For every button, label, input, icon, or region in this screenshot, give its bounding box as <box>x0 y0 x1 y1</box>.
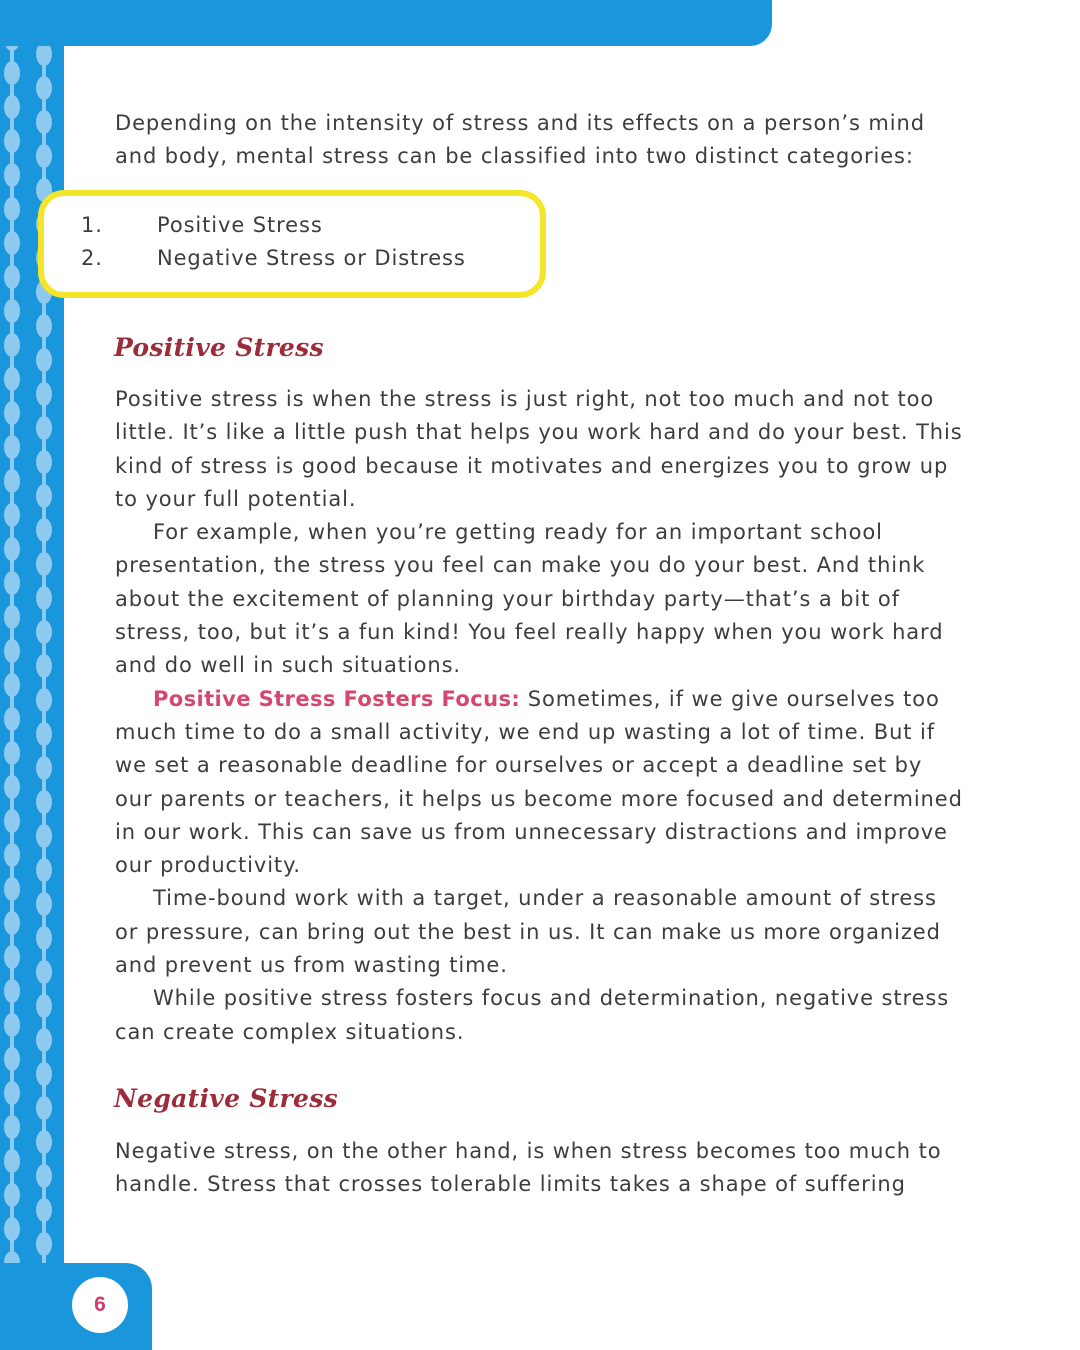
bead <box>36 1130 52 1154</box>
bead <box>36 586 52 610</box>
negative-stress-heading: Negative Stress <box>114 1084 338 1113</box>
focus-lead: Positive Stress Fosters Focus: <box>153 686 521 711</box>
bead <box>4 945 20 969</box>
bead <box>4 809 20 833</box>
bead <box>4 333 20 357</box>
bead <box>36 1062 52 1086</box>
bead <box>36 450 52 474</box>
list-label: Positive Stress <box>157 213 323 237</box>
focus-paragraph <box>115 683 965 883</box>
paragraph: Positive stress is when the stress is just right, not too much and not too little. It’s like a little push that helps you work hard and do your best. This kind of stress is good because it motivates and energizes you to grow up to your full potential. <box>115 387 963 511</box>
bead <box>4 435 20 459</box>
bead <box>4 537 20 561</box>
bead <box>36 1028 52 1052</box>
focus-text: Sometimes, if we give ourselves too much time to do a small activity, we end up wasting a lot of time. But if we set a reasonable deadline for ourselves or accept a deadline set by our parents or teachers, it helps us become more focused and determined in our work. This can save us from unnecessary distractions and improve our productivity. <box>115 686 963 878</box>
bead <box>4 1217 20 1241</box>
bead <box>4 197 20 221</box>
bead <box>4 1081 20 1105</box>
bead <box>4 1115 20 1139</box>
bead <box>36 858 52 882</box>
bead <box>4 163 20 187</box>
bead <box>4 299 20 323</box>
intro-text: Depending on the intensity of stress and its effects on a person’s mind and body, mental stress can be classified into two distinct categories: <box>115 111 925 169</box>
bead <box>4 877 20 901</box>
bead <box>36 790 52 814</box>
bead <box>36 314 52 338</box>
bead <box>4 61 20 85</box>
bead <box>4 95 20 119</box>
bead <box>36 1096 52 1120</box>
bead <box>36 552 52 576</box>
bead <box>36 110 52 134</box>
bead <box>36 416 52 440</box>
bead <box>4 1149 20 1173</box>
list-item <box>81 209 466 242</box>
bead <box>4 1047 20 1071</box>
list-label: Negative Stress or Distress <box>157 246 466 271</box>
bead <box>36 1164 52 1188</box>
bead <box>36 1198 52 1222</box>
positive-stress-heading: Positive Stress <box>114 333 324 362</box>
categories-list <box>81 209 466 276</box>
bead <box>36 382 52 406</box>
bead <box>4 911 20 935</box>
bead <box>36 926 52 950</box>
bead <box>36 654 52 678</box>
bead <box>4 129 20 153</box>
bead <box>4 571 20 595</box>
bead <box>36 484 52 508</box>
bead <box>36 144 52 168</box>
categories-box <box>38 190 546 298</box>
bead <box>4 673 20 697</box>
bead <box>36 518 52 542</box>
bead <box>4 401 20 425</box>
bead <box>36 824 52 848</box>
bead <box>4 231 20 255</box>
bead <box>36 960 52 984</box>
list-number: 1. <box>81 213 103 237</box>
page-number: 6 <box>72 1277 128 1333</box>
bead <box>4 469 20 493</box>
bead <box>36 76 52 100</box>
top-banner <box>0 0 772 46</box>
paragraph: Time-bound work with a target, under a reasonable amount of stress or pressure, can bring out the best in us. It can make us more organized and prevent us from wasting time. <box>115 886 941 978</box>
bead <box>4 775 20 799</box>
bead <box>4 741 20 765</box>
bead <box>36 620 52 644</box>
bead <box>36 688 52 712</box>
bead <box>4 503 20 527</box>
bead <box>4 639 20 663</box>
intro-paragraph <box>115 107 965 174</box>
paragraph: While positive stress fosters focus and determination, negative stress can create complex situations. <box>115 986 950 1044</box>
bead <box>4 1183 20 1207</box>
paragraph: For example, when you’re getting ready for an important school presentation, the stress you feel can make you do your best. And think about the excitement of planning your birthday party—that’s a bit of stress, too, but it’s a fun kind! You feel really happy when you work hard and do well in such situations. <box>115 520 944 678</box>
bead <box>4 843 20 867</box>
bead <box>36 892 52 916</box>
list-number: 2. <box>81 246 103 271</box>
bead <box>36 1232 52 1256</box>
bead <box>4 707 20 731</box>
bead <box>4 1013 20 1037</box>
negative-stress-section <box>115 1135 965 1202</box>
bead <box>36 756 52 780</box>
bead <box>4 979 20 1003</box>
bead <box>4 605 20 629</box>
list-item <box>81 242 466 275</box>
bead <box>36 994 52 1018</box>
bead <box>4 367 20 391</box>
positive-stress-section <box>115 383 965 1049</box>
bead <box>36 348 52 372</box>
bead <box>36 722 52 746</box>
bead <box>4 265 20 289</box>
paragraph: Negative stress, on the other hand, is when stress becomes too much to handle. Stress that crosses tolerable limits takes a shape of suffering <box>115 1139 942 1197</box>
